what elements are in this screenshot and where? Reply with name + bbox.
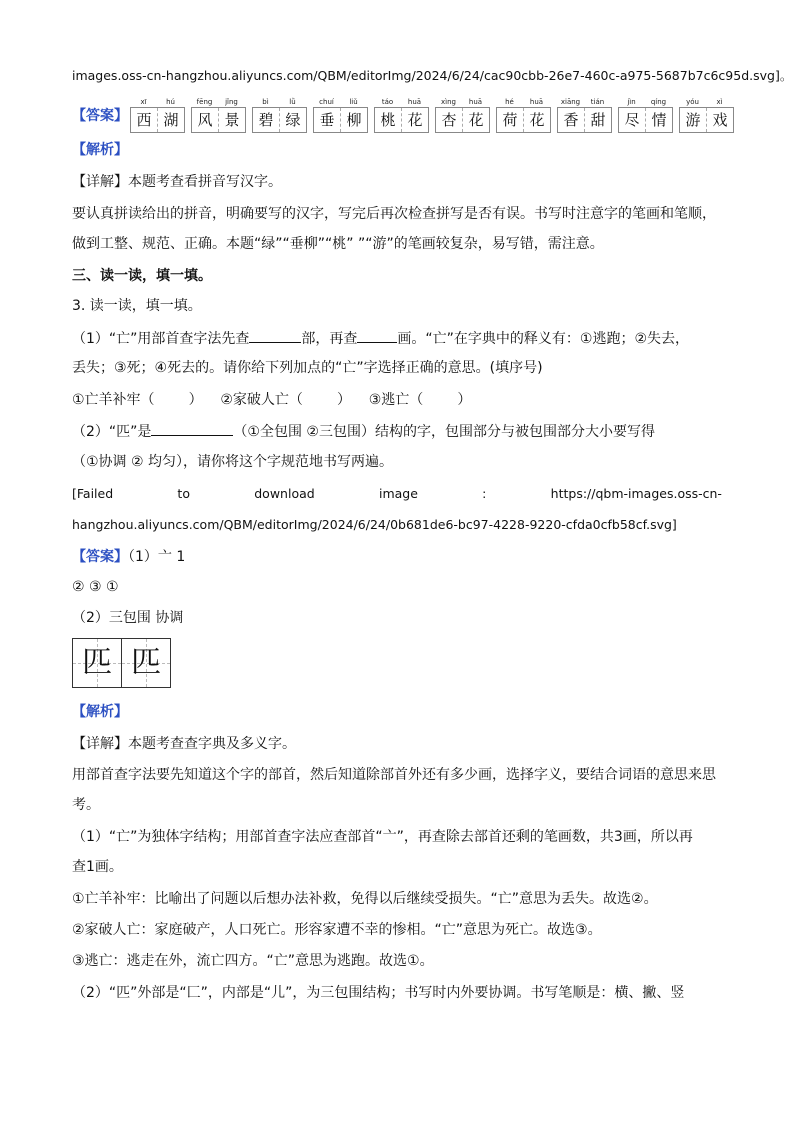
explanation-b: ②家破人亡：家庭破产，人口死亡。形容家遭不幸的惨相。“亡”意思为死亡。故选③。 bbox=[72, 922, 602, 938]
pinyin-word-box bbox=[557, 97, 612, 133]
hanzi-cell: 西 bbox=[131, 108, 158, 132]
pinyin-syllable: huā bbox=[529, 98, 544, 106]
pinyin-syllable: huā bbox=[468, 98, 483, 106]
option-2-label: ②家破人亡（ bbox=[220, 392, 303, 408]
question-3-2-line-1 bbox=[72, 421, 655, 442]
analysis-label-2 bbox=[72, 702, 128, 722]
pinyin-syllable: xì bbox=[716, 98, 723, 106]
failed-notice-token: to bbox=[177, 486, 190, 501]
paragraph-2-line-1: 用部首查字法要先知道这个字的部首，然后知道除部首外还有多少画，选择字义，要结合词语的意思来思 bbox=[72, 767, 716, 783]
question-3-2-line-2: （①协调 ② 均匀），请你将这个字规范地书写两遍。 bbox=[72, 454, 394, 470]
detail-label-2: 【详解】 bbox=[72, 736, 128, 752]
tianzige-char: 匹 bbox=[82, 645, 112, 680]
pinyin-syllable: qíng bbox=[650, 98, 667, 106]
tianzige-cell bbox=[73, 639, 122, 687]
pinyin-word-box bbox=[374, 97, 429, 133]
pinyin-word-box bbox=[618, 97, 673, 133]
question-3-1-options bbox=[72, 390, 471, 410]
hanzi-cell: 柳 bbox=[346, 111, 362, 129]
pinyin-word-box bbox=[313, 97, 368, 133]
option-1-close: ） bbox=[188, 392, 203, 408]
detail-text-2: 本题考查查字典及多义字。 bbox=[128, 736, 296, 752]
hanzi-cell: 碧 bbox=[253, 108, 280, 132]
pinyin-word-box bbox=[130, 97, 185, 133]
hanzi-cell: 绿 bbox=[285, 111, 301, 129]
paragraph-2-line-2: 考。 bbox=[72, 797, 100, 813]
question-3-1-line-2: 丢失；③死；④死去的。请你给下列加点的“亡”字选择正确的意思。(填序号) bbox=[72, 360, 543, 376]
pinyin-syllable: táo bbox=[381, 98, 394, 106]
failed-notice-token: download bbox=[254, 486, 315, 501]
explanation-1-line-2: 查1画。 bbox=[72, 859, 123, 875]
explanation-c: ③逃亡：逃走在外，流亡四方。“亡”意思为逃跑。故选①。 bbox=[72, 953, 434, 969]
hanzi-cell: 景 bbox=[224, 111, 240, 129]
option-1-label: ①亡羊补牢（ bbox=[72, 392, 155, 408]
hanzi-cell: 香 bbox=[558, 108, 585, 132]
explanation-1-line-1: （1）“亡”为独体字结构；用部首查字法应查部首“亠”，再查除去部首还剩的笔画数，共3画，所以再 bbox=[72, 829, 693, 845]
pinyin-syllable: jǐng bbox=[225, 98, 238, 106]
section-heading-3: 三、读一读，填一填。 bbox=[72, 268, 212, 284]
q3-1-part-a: （1）“亡”用部首查字法先查 bbox=[72, 331, 250, 347]
hanzi-cell: 湖 bbox=[163, 111, 179, 129]
pinyin-syllable: hú bbox=[166, 98, 175, 106]
pinyin-word-box bbox=[252, 97, 307, 133]
hanzi-cell: 甜 bbox=[590, 111, 606, 129]
question-3-1-line-1 bbox=[72, 328, 689, 349]
pinyin-word-box bbox=[435, 97, 490, 133]
paragraph-1-line-1: 要认真拼读给出的拼音，明确要写的汉字，写完后再次检查拼写是否有误。书写时注意字的笔画和笔顺， bbox=[72, 206, 716, 222]
hanzi-cell: 情 bbox=[651, 111, 667, 129]
pinyin-syllable: lǜ bbox=[289, 98, 296, 106]
analysis-label bbox=[72, 140, 128, 160]
paragraph-1-line-2: 做到工整、规范、正确。本题“绿”“垂柳”“桃” ”“游”的笔画较复杂，易写错，需注意。 bbox=[72, 236, 604, 252]
q3-2-part-a: （2）“匹”是 bbox=[72, 424, 152, 440]
pinyin-syllable: chuí bbox=[319, 98, 334, 106]
tianzige-char: 匹 bbox=[131, 645, 161, 680]
pinyin-syllable: huā bbox=[407, 98, 422, 106]
pinyin-syllable: fēng bbox=[196, 98, 213, 106]
detail-line-2 bbox=[72, 734, 296, 754]
pinyin-syllable: yóu bbox=[686, 98, 699, 106]
answer-2-line-3: （2）三包围 协调 bbox=[72, 610, 184, 626]
hanzi-cell: 游 bbox=[680, 108, 707, 132]
failed-notice-token: : bbox=[482, 486, 487, 501]
pinyin-syllable: hé bbox=[505, 98, 514, 106]
hanzi-cell: 花 bbox=[529, 111, 545, 129]
option-2-close: ） bbox=[336, 392, 351, 408]
q3-2-part-b: （①全包围 ②三包围）结构的字，包围部分与被包围部分大小要写得 bbox=[233, 424, 655, 440]
pinyin-word-box bbox=[496, 97, 551, 133]
q3-1-part-c: 画。“亡”在字典中的释义有：①逃跑；②失去， bbox=[397, 331, 690, 347]
detail-text: 本题考查看拼音写汉字。 bbox=[128, 174, 282, 190]
pinyin-syllable: liǔ bbox=[349, 98, 358, 106]
failed-notice-token: [Failed bbox=[72, 486, 114, 501]
hanzi-cell: 尽 bbox=[619, 108, 646, 132]
option-3-label: ③逃亡（ bbox=[368, 392, 424, 408]
failed-image-notice bbox=[72, 484, 722, 504]
hanzi-cell: 花 bbox=[468, 111, 484, 129]
analysis-label-text: 【解析】 bbox=[72, 142, 128, 158]
blank-strokes[interactable] bbox=[357, 328, 397, 343]
pinyin-syllable: xī bbox=[140, 98, 147, 106]
image-url-line: images.oss-cn-hangzhou.aliyuncs.com/QBM/editorImg/2024/6/24/cac90cbb-26e7-460c-a975-5687b7c6c95d.svg]。 bbox=[72, 68, 793, 83]
blank-structure[interactable] bbox=[151, 421, 233, 436]
answer-label-text: 【答案】 bbox=[72, 108, 128, 124]
failed-notice-token: image bbox=[378, 486, 418, 501]
hanzi-cell: 桃 bbox=[375, 108, 402, 132]
answer-label-2: 【答案】 bbox=[72, 549, 128, 565]
answer-label bbox=[72, 106, 128, 126]
pinyin-syllable: jìn bbox=[627, 98, 636, 106]
explanation-d: （2）“匹”外部是“匚”，内部是“儿”，为三包围结构；书写时内外要协调。书写笔顺是：横、撇、竖 bbox=[72, 985, 685, 1001]
hanzi-cell: 戏 bbox=[712, 111, 728, 129]
question-3-title: 3. 读一读，填一填。 bbox=[72, 298, 202, 314]
detail-label: 【详解】 bbox=[72, 174, 128, 190]
option-3-close: ） bbox=[457, 392, 472, 408]
pinyin-answer-boxes bbox=[130, 97, 734, 133]
pinyin-word-box bbox=[679, 97, 734, 133]
hanzi-cell: 风 bbox=[192, 108, 219, 132]
hanzi-cell: 荷 bbox=[497, 108, 524, 132]
answer-2-text-1: （1）亠 1 bbox=[128, 549, 186, 565]
analysis-label-2-text: 【解析】 bbox=[72, 704, 128, 720]
detail-line-1 bbox=[72, 172, 282, 192]
explanation-a: ①亡羊补牢：比喻出了问题以后想办法补救，免得以后继续受损失。“亡”意思为丢失。故选②。 bbox=[72, 891, 658, 907]
hanzi-cell: 杏 bbox=[436, 108, 463, 132]
q3-1-part-b: 部，再查 bbox=[301, 331, 358, 347]
pinyin-syllable: xiāng bbox=[560, 98, 581, 106]
answer-2-line-2: ② ③ ① bbox=[72, 579, 119, 595]
hanzi-cell: 花 bbox=[407, 111, 423, 129]
hanzi-cell: 垂 bbox=[314, 108, 341, 132]
pinyin-word-box bbox=[191, 97, 246, 133]
failed-image-url: hangzhou.aliyuncs.com/QBM/editorImg/2024/6/24/0b681de6-bc97-4228-9220-cfda0cfb58cf.svg] bbox=[72, 517, 677, 532]
answer-2-line-1 bbox=[72, 547, 185, 567]
blank-radical[interactable] bbox=[249, 328, 301, 343]
pinyin-syllable: tián bbox=[590, 98, 605, 106]
failed-notice-token: https://qbm-images.oss-cn- bbox=[550, 486, 722, 501]
pinyin-syllable: bì bbox=[262, 98, 269, 106]
tianzige-grid bbox=[72, 638, 171, 688]
pinyin-syllable: xìng bbox=[441, 98, 456, 106]
tianzige-cell bbox=[122, 639, 170, 687]
